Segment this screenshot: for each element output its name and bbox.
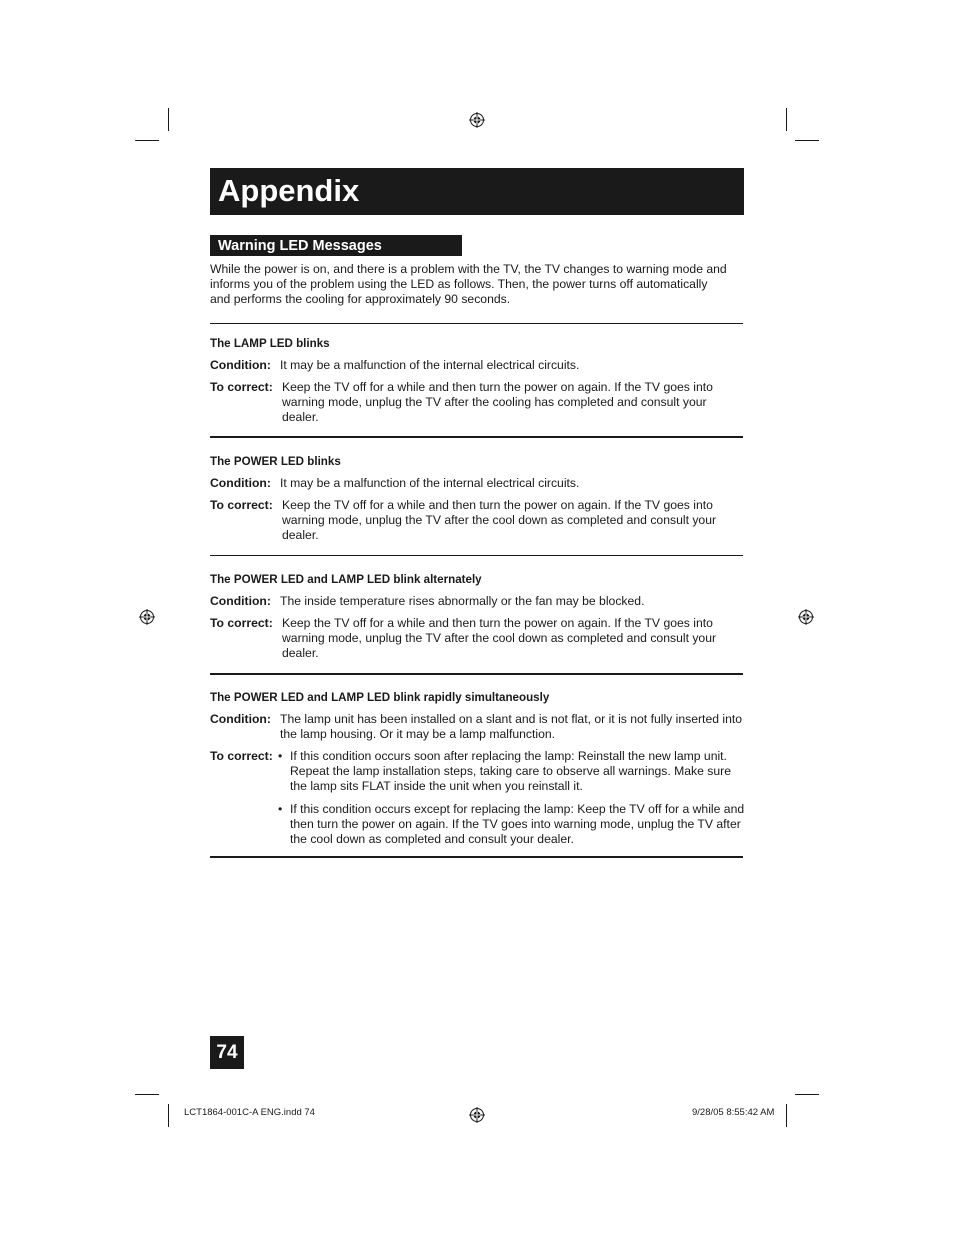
section-title-bar — [210, 235, 462, 256]
divider — [210, 673, 743, 675]
registration-mark-icon — [469, 112, 485, 128]
bullet-marker: • — [278, 749, 283, 763]
correct-text: Keep the TV off for a while and then turn the power on again. If the TV goes into warning mode, unplug the TV after the cool down as completed and consult your dealer. — [282, 616, 717, 660]
condition-text: The lamp unit has been installed on a slant and is not flat, or it is not fully inserted into the lamp housing. Or it may be a lamp malfunction. — [280, 712, 743, 741]
bullet-text: If this condition occurs soon after replacing the lamp: Reinstall the new lamp unit. Repeat the lamp installation steps, taking care to observe all warnings. Make sure the lamp sits FLAT inside the unit when you reinstall it. — [290, 749, 732, 793]
correct-text: Keep the TV off for a while and then turn the power on again. If the TV goes into warning mode, unplug the TV after the cool down as completed and consult your dealer. — [282, 498, 717, 542]
divider — [210, 856, 743, 858]
correct-label: To correct: — [210, 749, 273, 763]
registration-mark-icon — [469, 1107, 485, 1123]
crop-mark-top-right-h — [795, 140, 819, 141]
correct-label: To correct: — [210, 498, 273, 512]
correct-label: To correct: — [210, 380, 273, 394]
message-title: The POWER LED and LAMP LED blink rapidly simultaneously — [210, 691, 550, 704]
correct-text: Keep the TV off for a while and then turn the power on again. If the TV goes into warning mode, unplug the TV after the cooling has completed and consult your dealer. — [282, 380, 713, 424]
condition-label: Condition: — [210, 712, 271, 726]
bullet-text: If this condition occurs except for replacing the lamp: Keep the TV off for a while and then turn the power on again. If the TV goes into warning mode, unplug the TV after the cool down as completed and consult your dealer. — [290, 802, 745, 846]
message-title: The LAMP LED blinks — [210, 337, 330, 350]
page-title-bar — [210, 168, 744, 215]
correct-label: To correct: — [210, 616, 273, 630]
registration-mark-icon — [798, 609, 814, 625]
crop-mark-bottom-right-h — [795, 1094, 819, 1095]
section-title: Warning LED Messages — [218, 238, 382, 254]
condition-text: It may be a malfunction of the internal electrical circuits. — [280, 358, 580, 372]
crop-mark-bottom-left-h — [135, 1094, 159, 1095]
message-title: The POWER LED and LAMP LED blink alternately — [210, 573, 482, 586]
divider — [210, 555, 743, 556]
divider — [210, 436, 743, 438]
bullet-marker: • — [278, 802, 283, 816]
footer-file-info: LCT1864-001C-A ENG.indd 74 — [184, 1107, 315, 1118]
divider — [210, 323, 743, 324]
crop-mark-bottom-right-v — [786, 1104, 787, 1127]
crop-mark-bottom-left-v — [168, 1104, 169, 1127]
page-title: Appendix — [218, 173, 360, 208]
crop-mark-top-left-v — [168, 108, 169, 131]
condition-label: Condition: — [210, 476, 271, 490]
crop-mark-top-left-h — [135, 140, 159, 141]
intro-paragraph: While the power is on, and there is a problem with the TV, the TV changes to warning mode and informs you of the problem using the LED as follows. Then, the power turns off automatically and performs the cooling for approximately 90 seconds. — [210, 262, 727, 306]
condition-label: Condition: — [210, 594, 271, 608]
condition-text: The inside temperature rises abnormally or the fan may be blocked. — [280, 594, 645, 608]
registration-mark-icon — [139, 609, 155, 625]
condition-label: Condition: — [210, 358, 271, 372]
message-title: The POWER LED blinks — [210, 455, 341, 468]
page-number: 74 — [210, 1036, 244, 1069]
condition-text: It may be a malfunction of the internal electrical circuits. — [280, 476, 580, 490]
crop-mark-top-right-v — [786, 108, 787, 131]
footer-datetime: 9/28/05 8:55:42 AM — [692, 1107, 775, 1118]
